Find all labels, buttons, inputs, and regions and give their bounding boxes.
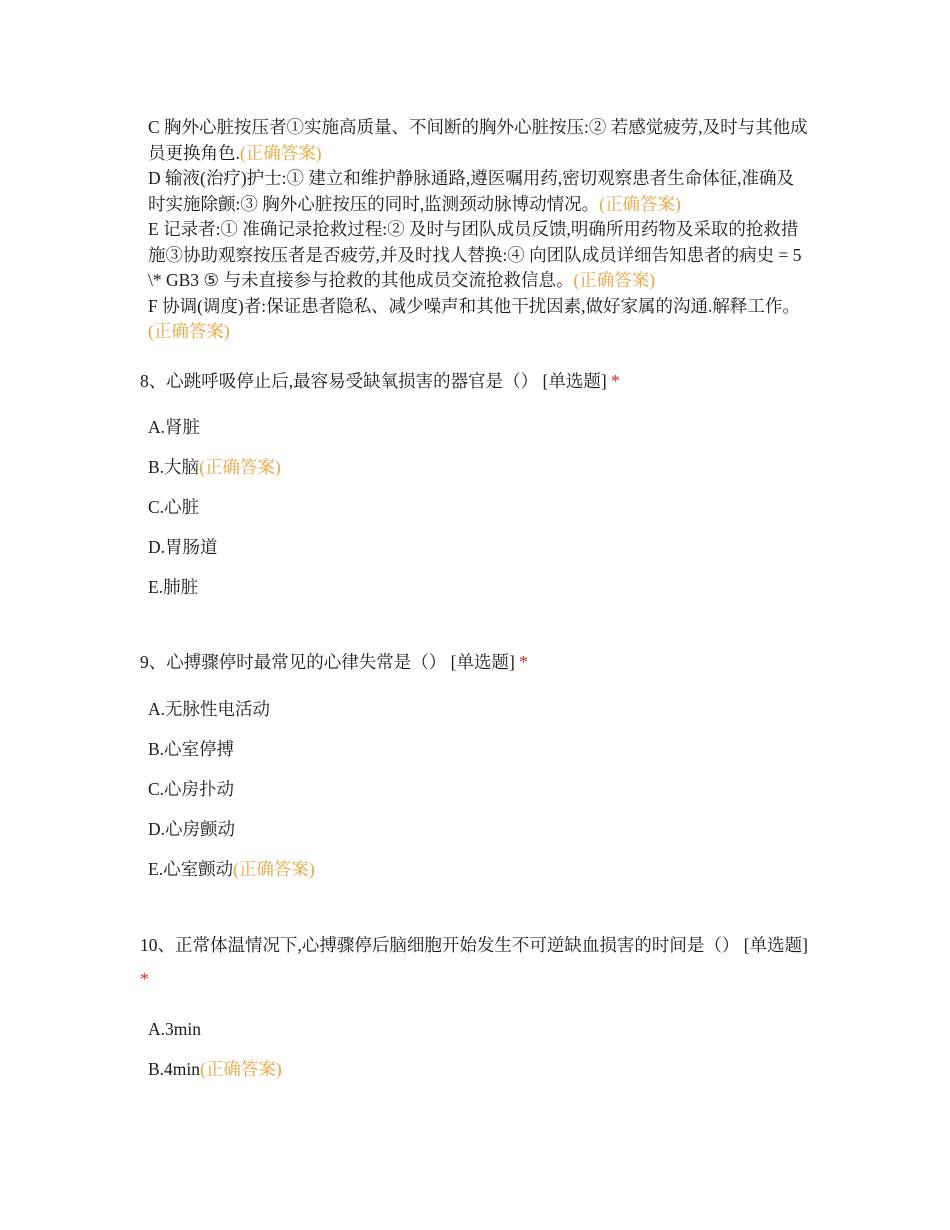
- correct-answer-tag: (正确答案): [199, 457, 281, 477]
- q10-option-a[interactable]: A.3min: [148, 1019, 201, 1039]
- question-type: [单选题]: [450, 652, 515, 672]
- required-mark: *: [140, 969, 149, 989]
- q9-option-e[interactable]: E.心室颤动(正确答案): [148, 859, 315, 879]
- correct-answer-tag: (正确答案): [573, 270, 656, 290]
- q9-option-c[interactable]: C.心房扑动: [148, 779, 235, 799]
- q10-title: 10、正常体温情况下,心搏骤停后脑细胞开始发生不可逆缺血损害的时间是（） [单选题] *: [140, 935, 808, 989]
- correct-answer-tag: (正确答案): [239, 142, 322, 163]
- q9-option-b[interactable]: B.心室停搏: [148, 739, 235, 759]
- q7-option-c: C 胸外心脏按压者①实施高质量、不间断的胸外心脏按压:② 若感觉疲劳,及时与其他成员更换角色.(正确答案): [148, 117, 808, 163]
- q7-option-f: F 协调(调度)者:保证患者隐私、减少噪声和其他干扰因素,做好家属的沟通.解释工作。(正确答案): [148, 295, 800, 341]
- q7-options: [148, 115, 808, 345]
- q8-option-c[interactable]: C.心脏: [148, 497, 200, 517]
- correct-answer-tag: (正确答案): [148, 321, 230, 341]
- correct-answer-tag: (正确答案): [599, 193, 681, 214]
- required-mark: *: [519, 652, 528, 672]
- q7-option-d: D 输液(治疗)护士:① 建立和维护静脉通路,遵医嘱用药,密切观察患者生命体征,准确及时实施除颤:③ 胸外心脏按压的同时,监测颈动脉博动情况。(正确答案): [148, 168, 795, 214]
- q9-title: 9、心搏骤停时最常见的心律失常是（） [单选题] *: [140, 652, 528, 672]
- q9-option-d[interactable]: D.心房颤动: [148, 819, 236, 839]
- q8-option-e[interactable]: E.肺脏: [148, 577, 199, 597]
- q8-option-a[interactable]: A.肾脏: [148, 417, 201, 437]
- q9-option-a[interactable]: A.无脉性电活动: [148, 699, 271, 719]
- correct-answer-tag: (正确答案): [233, 859, 315, 879]
- q8-option-d[interactable]: D.胃肠道: [148, 537, 218, 557]
- correct-answer-tag: (正确答案): [200, 1059, 282, 1079]
- q10-option-b[interactable]: B.4min(正确答案): [148, 1059, 282, 1079]
- required-mark: *: [611, 371, 620, 391]
- question-type: [单选题]: [542, 371, 607, 391]
- q7-option-e: E 记录者:① 准确记录抢救过程:② 及时与团队成员反馈,明确所用药物及采取的抢救措施③协助观察按压者是否疲劳,并及时找人替换:④ 向团队成员详细告知患者的病史 = 5 \* GB3 ⑤ 与未直接参与抢救的其他成员交流抢救信息。(正确答案): [148, 219, 802, 290]
- q8-title: 8、心跳呼吸停止后,最容易受缺氧损害的器官是（） [单选题] *: [140, 371, 620, 391]
- question-type: [单选题]: [743, 935, 808, 955]
- q8-option-b[interactable]: B.大脑(正确答案): [148, 457, 281, 477]
